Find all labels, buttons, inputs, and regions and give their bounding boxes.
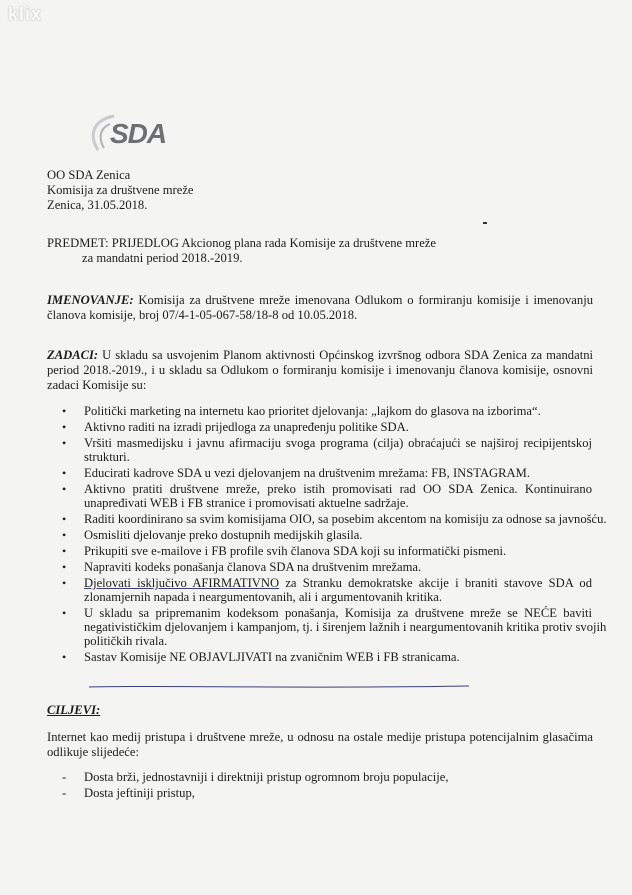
sender-block <box>47 168 194 213</box>
task-item-line: političkih rivala. <box>84 634 168 648</box>
bullet-icon: • <box>62 560 67 574</box>
subject-line-2: za mandatni period 2018.-2019. <box>82 251 243 265</box>
sender-committee: Komisija za društvene mreže <box>47 183 194 197</box>
task-item-line: Educirati kadrove SDA u vezi djelovanjem na društvenim mrežama: FB, INSTAGRAM. <box>84 466 530 480</box>
goals-line-1: Internet kao medij pristupa i društvene mreže, u odnosu na ostale medije pristupa potencijalnim glasačima <box>47 730 593 744</box>
goals-list <box>62 769 448 801</box>
stray-mark <box>483 222 487 224</box>
bullet-icon: • <box>62 528 67 542</box>
task-item <box>62 560 592 574</box>
task-item-line: Vršiti masmedijsku i javnu afirmaciju svoga programa (cilja) obraćajući se najširoj recipijentskoj <box>84 436 592 450</box>
appointment-line-2: članova komisije, broj 07/4-1-05-067-58/18-8 od 10.05.2018. <box>47 308 358 322</box>
sda-logo <box>84 112 184 156</box>
task-item-line: Aktivno pratiti društvene mreže, preko istih promovisati rad OO SDA Zenica. Kontinuirano <box>84 482 592 496</box>
bullet-icon: • <box>62 650 67 664</box>
task-item-line: Djelovati isključivo AFIRMATIVNO za Stranku demokratske akcije i braniti stavove SDA od <box>84 576 592 590</box>
task-item-line: U skladu sa pripremanim kodeksom ponašanja, Komisija za društvene mreže se NEĆE baviti <box>84 606 592 620</box>
task-item-line: Osmisliti djelovanje preko dostupnih medijskih glasila. <box>84 528 363 542</box>
task-item-line: Sastav Komisije NE OBJAVLJIVATI na zvaničnim WEB i FB stranicama. <box>84 650 460 664</box>
task-item-line: Napraviti kodeks ponašanja članova SDA na društvenim mrežama. <box>84 560 422 574</box>
task-item <box>62 650 592 664</box>
tasks-line-2: period 2018.-2019., i u skladu sa Odlukom o formiranju komisije i imenovanju članova komisije, osnovni <box>47 363 593 377</box>
task-item-line: Prikupiti sve e-mailove i FB profile svih članova SDA koji su informatički pismeni. <box>84 544 507 558</box>
bullet-icon: • <box>62 544 67 558</box>
goal-item <box>62 769 448 785</box>
goal-item-text: Dosta brži, jednostavniji i direktniji pristup ogromnom broju populacije, <box>84 770 449 784</box>
task-item <box>62 404 592 418</box>
bullet-icon: • <box>62 466 67 480</box>
bullet-icon: • <box>62 404 67 418</box>
bullet-icon: • <box>62 482 67 496</box>
task-item <box>62 436 592 464</box>
goals-heading: CILJEVI: <box>47 703 101 717</box>
task-item-line: Politički marketing na internetu kao prioritet djelovanja: „lajkom do glasova na izborima“. <box>84 404 541 418</box>
bullet-icon: • <box>62 512 67 526</box>
task-item <box>62 544 592 558</box>
task-item <box>62 420 592 434</box>
tasks-list <box>62 404 607 664</box>
tasks-label: ZADACI: <box>47 348 99 362</box>
goal-item <box>62 785 448 801</box>
task-item <box>62 606 607 648</box>
pen-underline <box>89 684 469 690</box>
dash-icon: - <box>62 786 67 800</box>
task-item-underlined: Djelovati isključivo AFIRMATIVNO <box>84 576 280 590</box>
task-item-line: zlonamjernih napada i neargumentovanih, ali i argumentovanih kritika. <box>84 590 442 604</box>
tasks-line-3: zadaci Komisije su: <box>47 378 147 392</box>
subject-line-1: PREDMET: PRIJEDLOG Akcionog plana rada Komisije za društvene mreže <box>47 236 436 250</box>
task-item <box>62 466 592 480</box>
goals-line-2: odlikuje slijedeće: <box>47 745 139 759</box>
bullet-icon: • <box>62 576 67 590</box>
task-item-line: Aktivno raditi na izradi prijedloga za unapređenju politike SDA. <box>84 420 409 434</box>
appointment-label: IMENOVANJE: <box>47 293 134 307</box>
tasks-line-1: ZADACI: U skladu sa usvojenim Planom aktivnosti Općinskog izvršnog odbora SDA Zenica za mandatni <box>47 348 593 362</box>
task-item <box>62 482 592 510</box>
subject-block <box>47 236 436 266</box>
task-item-line: unapređivati WEB i FB stranice i promovisati aktuelne sadržaje. <box>84 496 409 510</box>
task-item <box>62 512 607 526</box>
appointment-line-1: IMENOVANJE: Komisija za društvene mreže imenovana Odlukom o formiranju komisije i imenovanju <box>47 293 593 307</box>
bullet-icon: • <box>62 606 67 620</box>
appointment-paragraph <box>47 293 593 323</box>
bullet-icon: • <box>62 420 67 434</box>
task-item-line: strukturi. <box>84 450 130 464</box>
task-item <box>62 576 592 604</box>
goal-item-text: Dosta jeftiniji pristup, <box>84 786 195 800</box>
sender-place-date: Zenica, 31.05.2018. <box>47 198 148 212</box>
sender-org: OO SDA Zenica <box>47 168 131 182</box>
goals-paragraph <box>47 730 593 760</box>
bullet-icon: • <box>62 436 67 450</box>
watermark: klix <box>8 4 43 24</box>
task-item-line: negativističkim djelovanjem i kampanjom, tj. i širenjem lažnih i neargumentovanih kritika protiv svojih <box>84 620 607 634</box>
logo-text: SDA <box>110 118 167 149</box>
task-item <box>62 528 592 542</box>
tasks-paragraph <box>47 348 593 393</box>
dash-icon: - <box>62 770 67 784</box>
task-item-line: Raditi koordinirano sa svim komisijama OIO, sa posebim akcentom na komisiju za odnose sa javnošću. <box>84 512 607 526</box>
